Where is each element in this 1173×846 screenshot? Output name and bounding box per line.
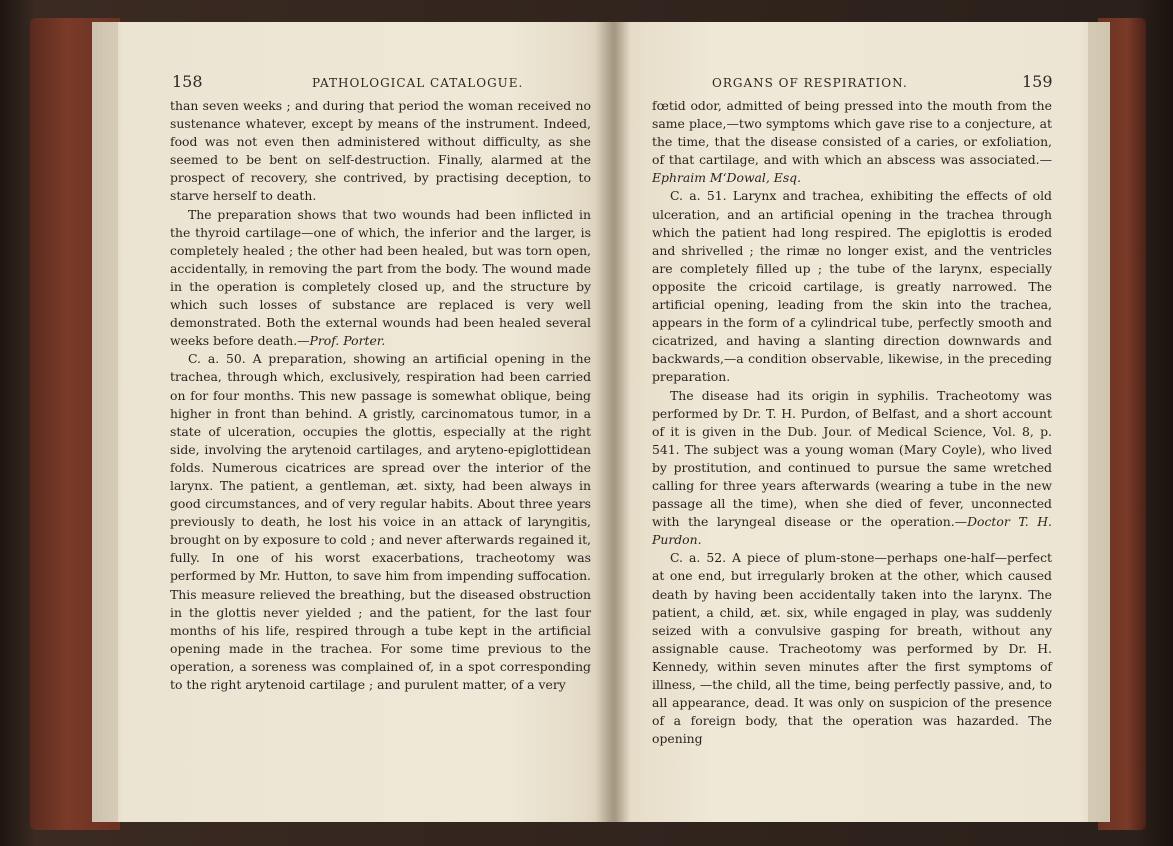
paragraph-text: C. a. 50. A preparation, showing an artificial opening in the trachea, through which, exclusively, respiration had been carried on for four months. This new passage is somewhat oblique, being higher in front than behind. A gristly, carcinomatous tumor, in a state of ulceration, occupies the glottis, especially at the right side, involving the arytenoid cartilages, and aryteno-epiglottidean folds. Numerous cicatrices are spread over the interior of the larynx. The patient, a gentleman, æt. sixty, had been always in good circumstances, and of very regular habits. About three years previously to death, he lost his voice in an attack of laryngitis, brought on by exposure to cold ; and never afterwards regained it, fully. In one of his worst exacerbations, tracheotomy was performed by Mr. Hutton, to save him from impending suffocation. This measure relieved the breathing, but the diseased obstruction in the glottis never yielded ; and the patient, for the last four months of his life, respired through a tube kept in the artificial opening made in the trachea. For some time previous to the operation, a soreness was complained of, in a spot corresponding to the right arytenoid cartilage ; and purulent matter, of a very — [170, 351, 591, 692]
attribution: Doctor T. H. Purdon. — [652, 514, 1052, 548]
book-gutter — [596, 22, 630, 822]
attribution: Ephraim M‘Dowal, Esq. — [652, 170, 802, 186]
right-page-edges — [1088, 22, 1110, 822]
left-paragraph-1 — [170, 97, 591, 206]
right-paragraph-3 — [652, 387, 1052, 550]
left-page-body — [170, 97, 591, 694]
paragraph-text: C. a. 52. A piece of plum-stone—perhaps one-half—perfect at one end, but irregularly broken at the other, which caused death by having been accidentally taken into the larynx. The patient, a child, æt. six, while engaged in play, was suddenly seized with a convulsive gasping for breath, without any assignable cause. Tracheotomy was performed by Dr. H. Kennedy, within seven minutes after the first symptoms of illness, —the child, all the time, being perfectly passive, and, to all appearance, dead. It was only on suspicion of the presence of a foreign body, that the operation was hazarded. The opening — [652, 550, 1052, 747]
left-paragraph-3 — [170, 350, 591, 694]
right-paragraph-1 — [652, 97, 1052, 187]
paragraph-text: fœtid odor, admitted of being pressed into the mouth from the same place,—two symptoms which gave rise to a conjecture, at the time, that the disease consisted of a caries, or exfoliation, of that cartilage, and with which an abscess was associated.— — [652, 98, 1052, 168]
right-running-head: ORGANS OF RESPIRATION. — [712, 76, 908, 90]
left-page-number: 158 — [172, 72, 203, 91]
paragraph-text: C. a. 51. Larynx and trachea, exhibiting the effects of old ulceration, and an artificial opening in the trachea through which the patient had long respired. The epiglottis is eroded and shrivelled ; the rimæ no longer exist, and the ventricles are completely filled up ; the tube of the larynx, especially opposite the cricoid cartilage, is greatly narrowed. The artificial opening, leading from the skin into the trachea, appears in the form of a cylindrical tube, perfectly smooth and cicatrized, and having a slanting direction downwards and backwards,—a condition observable, likewise, in the preceding preparation. — [652, 188, 1052, 385]
right-page-body — [652, 97, 1052, 748]
left-page-edges — [92, 22, 118, 822]
right-page-number: 159 — [1022, 72, 1053, 91]
attribution: Prof. Porter. — [309, 333, 386, 349]
left-running-head: PATHOLOGICAL CATALOGUE. — [312, 76, 524, 90]
paragraph-text: than seven weeks ; and during that period the woman received no sustenance whatever, except by means of the instrument. Indeed, food was not even then administered without difficulty, as she seemed to be bent on self-destruction. Finally, alarmed at the prospect of recovery, she contrived, by practising deception, to starve herself to death. — [170, 98, 591, 204]
paragraph-text: The disease had its origin in syphilis. Tracheotomy was performed by Dr. T. H. Purdon, of Belfast, and a short account of it is given in the Dub. Jour. of Medical Science, Vol. 8, p. 541. The subject was a young woman (Mary Coyle), who lived by prostitution, and continued to pursue the same wretched calling for three years afterwards (wearing a tube in the new passage all the time), when she died of fever, unconnected with the laryngeal disease or the operation.— — [652, 387, 1052, 530]
right-paragraph-2 — [652, 187, 1052, 386]
left-paragraph-2 — [170, 206, 591, 351]
paragraph-text: The preparation shows that two wounds had been inflicted in the thyroid cartilage—one of which, the inferior and the larger, is completely healed ; the other had been healed, but was torn open, accidentally, in removing the part from the body. The wound made in the operation is completely closed up, and the structure by which such losses of substance are replaced is very well demonstrated. Both the external wounds had been healed several weeks before death.— — [170, 206, 591, 349]
right-paragraph-4 — [652, 549, 1052, 748]
